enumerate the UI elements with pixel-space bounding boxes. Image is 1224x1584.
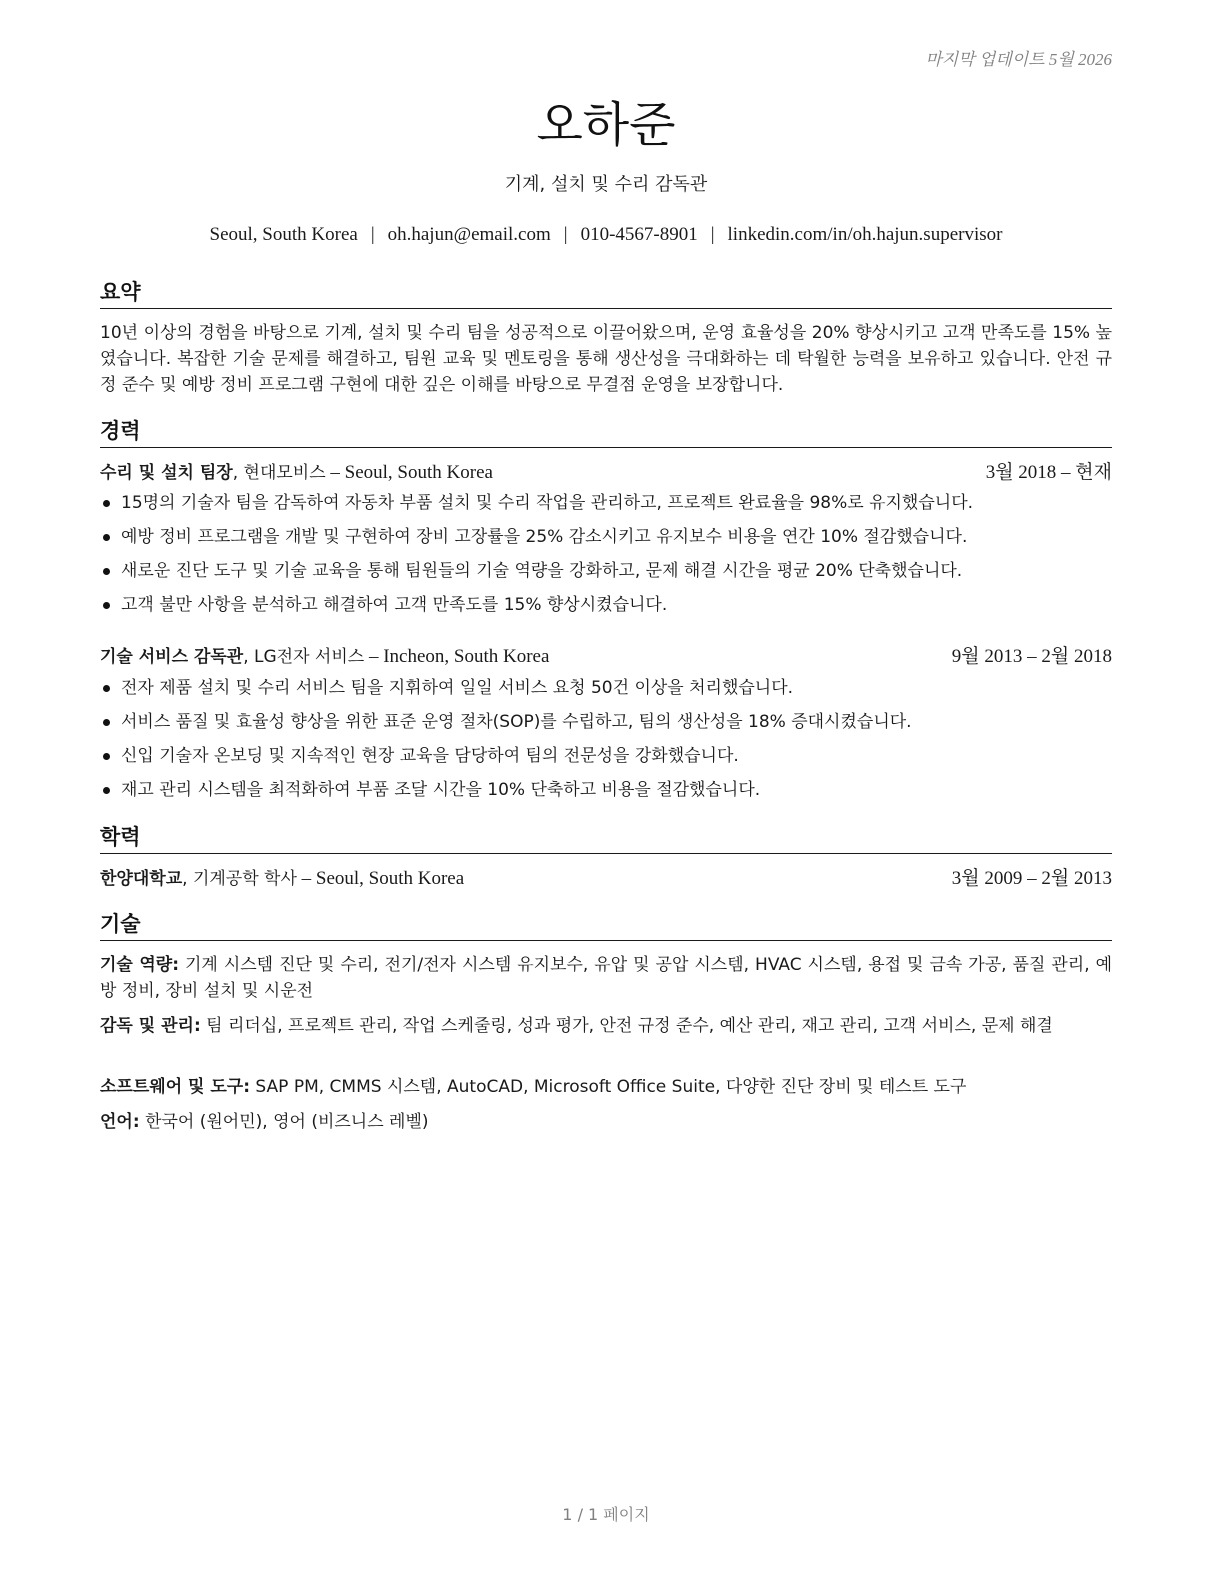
skill-row	[100, 1013, 1112, 1039]
contact-separator: |	[563, 224, 568, 245]
skill-text: 기계 시스템 진단 및 수리, 전기/전자 시스템 유지보수, 유압 및 공압 시스템, HVAC 시스템, 용접 및 금속 가공, 품질 관리, 예방 정비, 장비 설치 및 시운전	[100, 955, 1113, 1001]
education-location: Seoul, South Korea	[315, 868, 465, 889]
skill-row	[100, 1109, 1112, 1135]
section-heading-education: 학력	[100, 821, 1112, 854]
section-heading-summary: 요약	[100, 276, 1112, 309]
list-item: 신입 기술자 온보딩 및 지속적인 현장 교육을 담당하여 팀의 전문성을 강화했습니다.	[100, 743, 1112, 777]
education-entry: 한양대학교, 기계공학 학사 – Seoul, South Korea 3월 2009 – 2월 2013	[100, 866, 1112, 892]
resume-page	[100, 0, 1112, 1584]
job-bullets	[100, 490, 1112, 626]
skill-text: 팀 리더십, 프로젝트 관리, 작업 스케줄링, 성과 평가, 안전 규정 준수, 예산 관리, 재고 관리, 고객 서비스, 문제 해결	[206, 1016, 1053, 1036]
skill-label: 감독 및 관리:	[100, 1016, 201, 1036]
degree: 기계공학 학사	[192, 869, 297, 889]
skill-row	[100, 952, 1112, 1004]
skill-label: 소프트웨어 및 도구:	[100, 1077, 251, 1097]
education-date: 3월 2009 – 2월 2013	[951, 868, 1112, 889]
contact-email[interactable]: oh.hajun@email.com	[387, 224, 551, 245]
job-location: Incheon, South Korea	[383, 646, 550, 667]
school-name: 한양대학교	[100, 869, 183, 889]
skill-label: 기술 역량:	[100, 955, 179, 975]
skill-text: SAP PM, CMMS 시스템, AutoCAD, Microsoft Office Suite, 다양한 진단 장비 및 테스트 도구	[255, 1077, 967, 1097]
page-indicator: 1 / 1 페이지	[562, 1505, 650, 1524]
job-role: 수리 및 설치 팀장	[100, 463, 233, 483]
job-bullets	[100, 675, 1112, 811]
contact-separator: |	[710, 224, 715, 245]
job-header: 수리 및 설치 팀장, 현대모비스 – Seoul, South Korea 3월 2018 – 현재	[100, 460, 1112, 486]
list-item: 고객 불만 사항을 분석하고 해결하여 고객 만족도를 15% 향상시켰습니다.	[100, 592, 1112, 626]
job-date: 3월 2018 – 현재	[985, 462, 1112, 483]
contact-linkedin[interactable]: linkedin.com/in/oh.hajun.supervisor	[727, 224, 1003, 245]
contact-line	[100, 224, 1112, 246]
skill-row	[100, 1074, 1112, 1100]
list-item: 15명의 기술자 팀을 감독하여 자동차 부품 설치 및 수리 작업을 관리하고, 프로젝트 완료율을 98%로 유지했습니다.	[100, 490, 1112, 524]
job-role: 기술 서비스 감독관	[100, 647, 244, 667]
job-company: 현대모비스	[243, 463, 326, 483]
contact-separator: |	[370, 224, 375, 245]
list-item: 재고 관리 시스템을 최적화하여 부품 조달 시간을 10% 단축하고 비용을 절감했습니다.	[100, 777, 1112, 811]
candidate-name: 오하준	[536, 97, 676, 153]
job-location: Seoul, South Korea	[344, 462, 493, 483]
section-heading-experience: 경력	[100, 415, 1112, 448]
contact-location: Seoul, South Korea	[209, 224, 358, 245]
section-heading-skills: 기술	[100, 908, 1112, 941]
skill-label: 언어:	[100, 1112, 140, 1132]
job-company: LG전자 서비스	[254, 647, 365, 667]
job-title: 기계, 설치 및 수리 감독관	[504, 174, 708, 195]
list-item: 새로운 진단 도구 및 기술 교육을 통해 팀원들의 기술 역량을 강화하고, 문제 해결 시간을 평균 20% 단축했습니다.	[100, 558, 1112, 592]
list-item: 전자 제품 설치 및 수리 서비스 팀을 지휘하여 일일 서비스 요청 50건 이상을 처리했습니다.	[100, 675, 1112, 709]
last-updated: 마지막 업데이트 5월 2026	[925, 50, 1112, 69]
list-item: 서비스 품질 및 효율성 향상을 위한 표준 운영 절차(SOP)를 수립하고, 팀의 생산성을 18% 증대시켰습니다.	[100, 709, 1112, 743]
job-date: 9월 2013 – 2월 2018	[951, 646, 1112, 667]
job-header: 기술 서비스 감독관, LG전자 서비스 – Incheon, South Korea 9월 2013 – 2월 2018	[100, 644, 1112, 670]
contact-phone: 010-4567-8901	[580, 224, 698, 245]
skill-text: 한국어 (원어민), 영어 (비즈니스 레벨)	[145, 1112, 429, 1132]
summary-text: 10년 이상의 경험을 바탕으로 기계, 설치 및 수리 팀을 성공적으로 이끌어왔으며, 운영 효율성을 20% 향상시키고 고객 만족도를 15% 높였습니다. 복잡한 기술 문제를 해결하고, 팀원 교육 및 멘토링을 통해 생산성을 극대화하는 데 탁월한 능력을 보유하고 있습니다. 안전 규정 준수 및 예방 정비 프로그램 구현에 대한 깊은 이해를 바탕으로 무결점 운영을 보장합니다.	[100, 323, 1112, 395]
list-item: 예방 정비 프로그램을 개발 및 구현하여 장비 고장률을 25% 감소시키고 유지보수 비용을 연간 10% 절감했습니다.	[100, 524, 1112, 558]
